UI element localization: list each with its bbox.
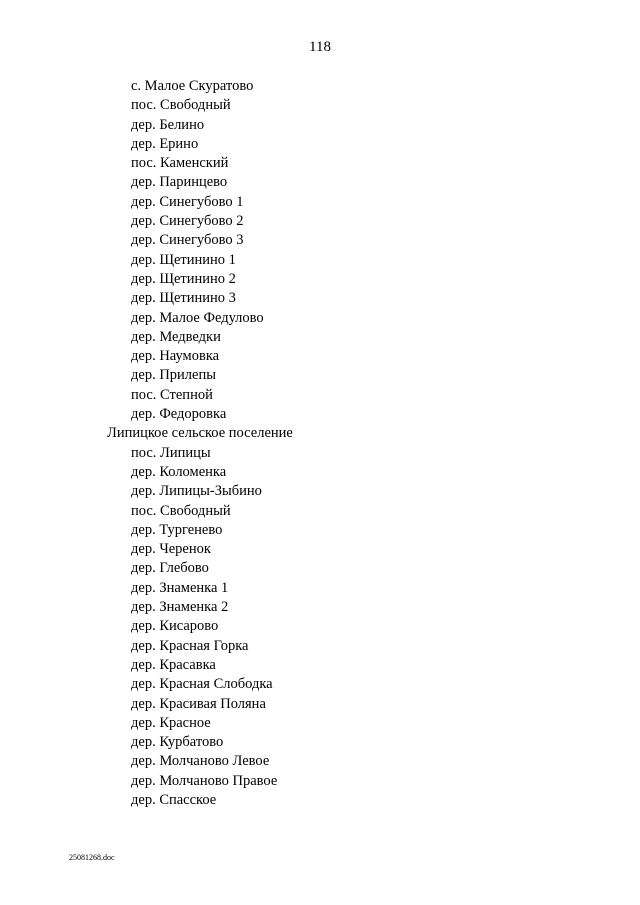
- document-filename: 25081268.doc: [69, 853, 115, 862]
- locality-item: дер. Кисарово: [131, 618, 219, 635]
- locality-item: дер. Красивая Поляна: [131, 695, 266, 712]
- locality-item: дер. Паринцево: [131, 174, 228, 191]
- locality-item: дер. Прилепы: [131, 367, 216, 384]
- locality-item: пос. Свободный: [131, 97, 231, 114]
- locality-item: дер. Красавка: [131, 656, 216, 673]
- locality-item: дер. Щетинино 1: [131, 251, 236, 268]
- locality-item: дер. Знаменка 2: [131, 599, 229, 616]
- locality-item: дер. Красная Слободка: [131, 676, 273, 693]
- locality-item: пос. Степной: [131, 386, 213, 403]
- locality-item: дер. Федоровка: [131, 406, 227, 423]
- locality-item: дер. Медведки: [131, 328, 221, 345]
- locality-item: пос. Каменский: [131, 155, 229, 172]
- page-number: 118: [309, 39, 331, 55]
- locality-item: дер. Синегубово 1: [131, 193, 244, 210]
- locality-item: дер. Малое Федулово: [131, 309, 264, 326]
- locality-item: дер. Спасское: [131, 791, 217, 808]
- locality-item: дер. Глебово: [131, 560, 209, 577]
- locality-item: дер. Молчаново Левое: [131, 753, 270, 770]
- locality-item: дер. Тургенево: [131, 521, 223, 538]
- locality-item: дер. Наумовка: [131, 348, 220, 365]
- locality-item: дер. Белино: [131, 116, 205, 133]
- locality-item: дер. Ерино: [131, 135, 199, 152]
- locality-item: дер. Знаменка 1: [131, 579, 229, 596]
- locality-item: дер. Черенок: [131, 541, 211, 558]
- locality-item: дер. Синегубово 2: [131, 213, 244, 230]
- locality-item: дер. Молчаново Правое: [131, 772, 278, 789]
- locality-item: дер. Коломенка: [131, 463, 227, 480]
- locality-list: [0, 77, 293, 810]
- settlement-heading: Липицкое сельское поселение: [107, 425, 293, 442]
- locality-item: дер. Щетинино 3: [131, 290, 236, 307]
- locality-item: с. Малое Скуратово: [131, 78, 254, 94]
- locality-item: дер. Щетинино 2: [131, 270, 236, 287]
- locality-item: пос. Липицы: [131, 444, 211, 461]
- locality-item: дер. Липицы-Зыбино: [131, 483, 262, 500]
- locality-item: дер. Синегубово 3: [131, 232, 244, 249]
- locality-item: пос. Свободный: [131, 502, 231, 519]
- locality-item: дер. Курбатово: [131, 734, 224, 751]
- locality-item: дер. Красная Горка: [131, 637, 249, 654]
- locality-item: дер. Красное: [131, 714, 211, 731]
